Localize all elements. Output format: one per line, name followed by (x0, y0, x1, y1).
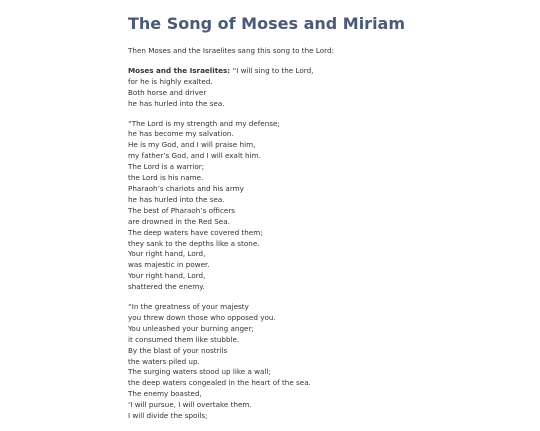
verse-line: it consumed them like stubble. (128, 334, 240, 344)
verse-line: are drowned in the Red Sea. (128, 216, 230, 226)
verse-line: By the blast of your nostrils (128, 345, 228, 355)
stanza-1 (128, 66, 428, 110)
verse-line: The surging waters stood up like a wall; (128, 367, 271, 377)
verse-line (128, 66, 428, 77)
verse-line: the waters piled up. (128, 356, 200, 366)
verse-line: ‘I will pursue, I will overtake them. (128, 400, 252, 410)
verse-line: they sank to the depths like a stone. (128, 238, 260, 248)
verse-line: “The Lord is my strength and my defense; (128, 118, 280, 128)
verse-line: he has become my salvation. (128, 129, 234, 139)
verse-line: The best of Pharaoh’s officers (128, 205, 236, 215)
verse-line: You unleashed your burning anger; (128, 323, 254, 333)
verse-line: you threw down those who opposed you. (128, 312, 276, 322)
verse-line-text: “I will sing to the Lord, (232, 65, 314, 75)
speaker-label: Moses and the Israelites: (128, 65, 231, 75)
stanza-3 (128, 302, 428, 422)
verse-line: Your right hand, Lord, (128, 249, 206, 259)
verse-line: he has hurled into the sea. (128, 98, 225, 108)
verse-line: my father’s God, and I will exalt him. (128, 151, 261, 161)
verse-line: was majestic in power. (128, 260, 210, 270)
verse-line: he has hurled into the sea. (128, 194, 225, 204)
verse-line: He is my God, and I will praise him, (128, 140, 256, 150)
verse-line: shattered the enemy. (128, 282, 205, 292)
verse-line: for he is highly exalted. (128, 76, 213, 86)
verse-line: Pharaoh’s chariots and his army (128, 183, 244, 193)
verse-line: Both horse and driver (128, 87, 207, 97)
verse-line: the Lord is his name. (128, 173, 204, 183)
article (128, 14, 428, 431)
verse-line: Your right hand, Lord, (128, 271, 206, 281)
verse-line: The enemy boasted, (128, 389, 202, 399)
page-title: The Song of Moses and Miriam (128, 14, 406, 33)
verse-line: the deep waters congealed in the heart of the sea. (128, 378, 311, 388)
stanza-2 (128, 119, 428, 294)
verse-line: The Lord is a warrior; (128, 162, 205, 172)
verse-line: The deep waters have covered them; (128, 227, 263, 237)
verse-line: I will divide the spoils; (128, 411, 208, 421)
intro-paragraph: Then Moses and the Israelites sang this song to the Lord: (128, 46, 334, 55)
verse-line: “In the greatness of your majesty (128, 302, 249, 312)
